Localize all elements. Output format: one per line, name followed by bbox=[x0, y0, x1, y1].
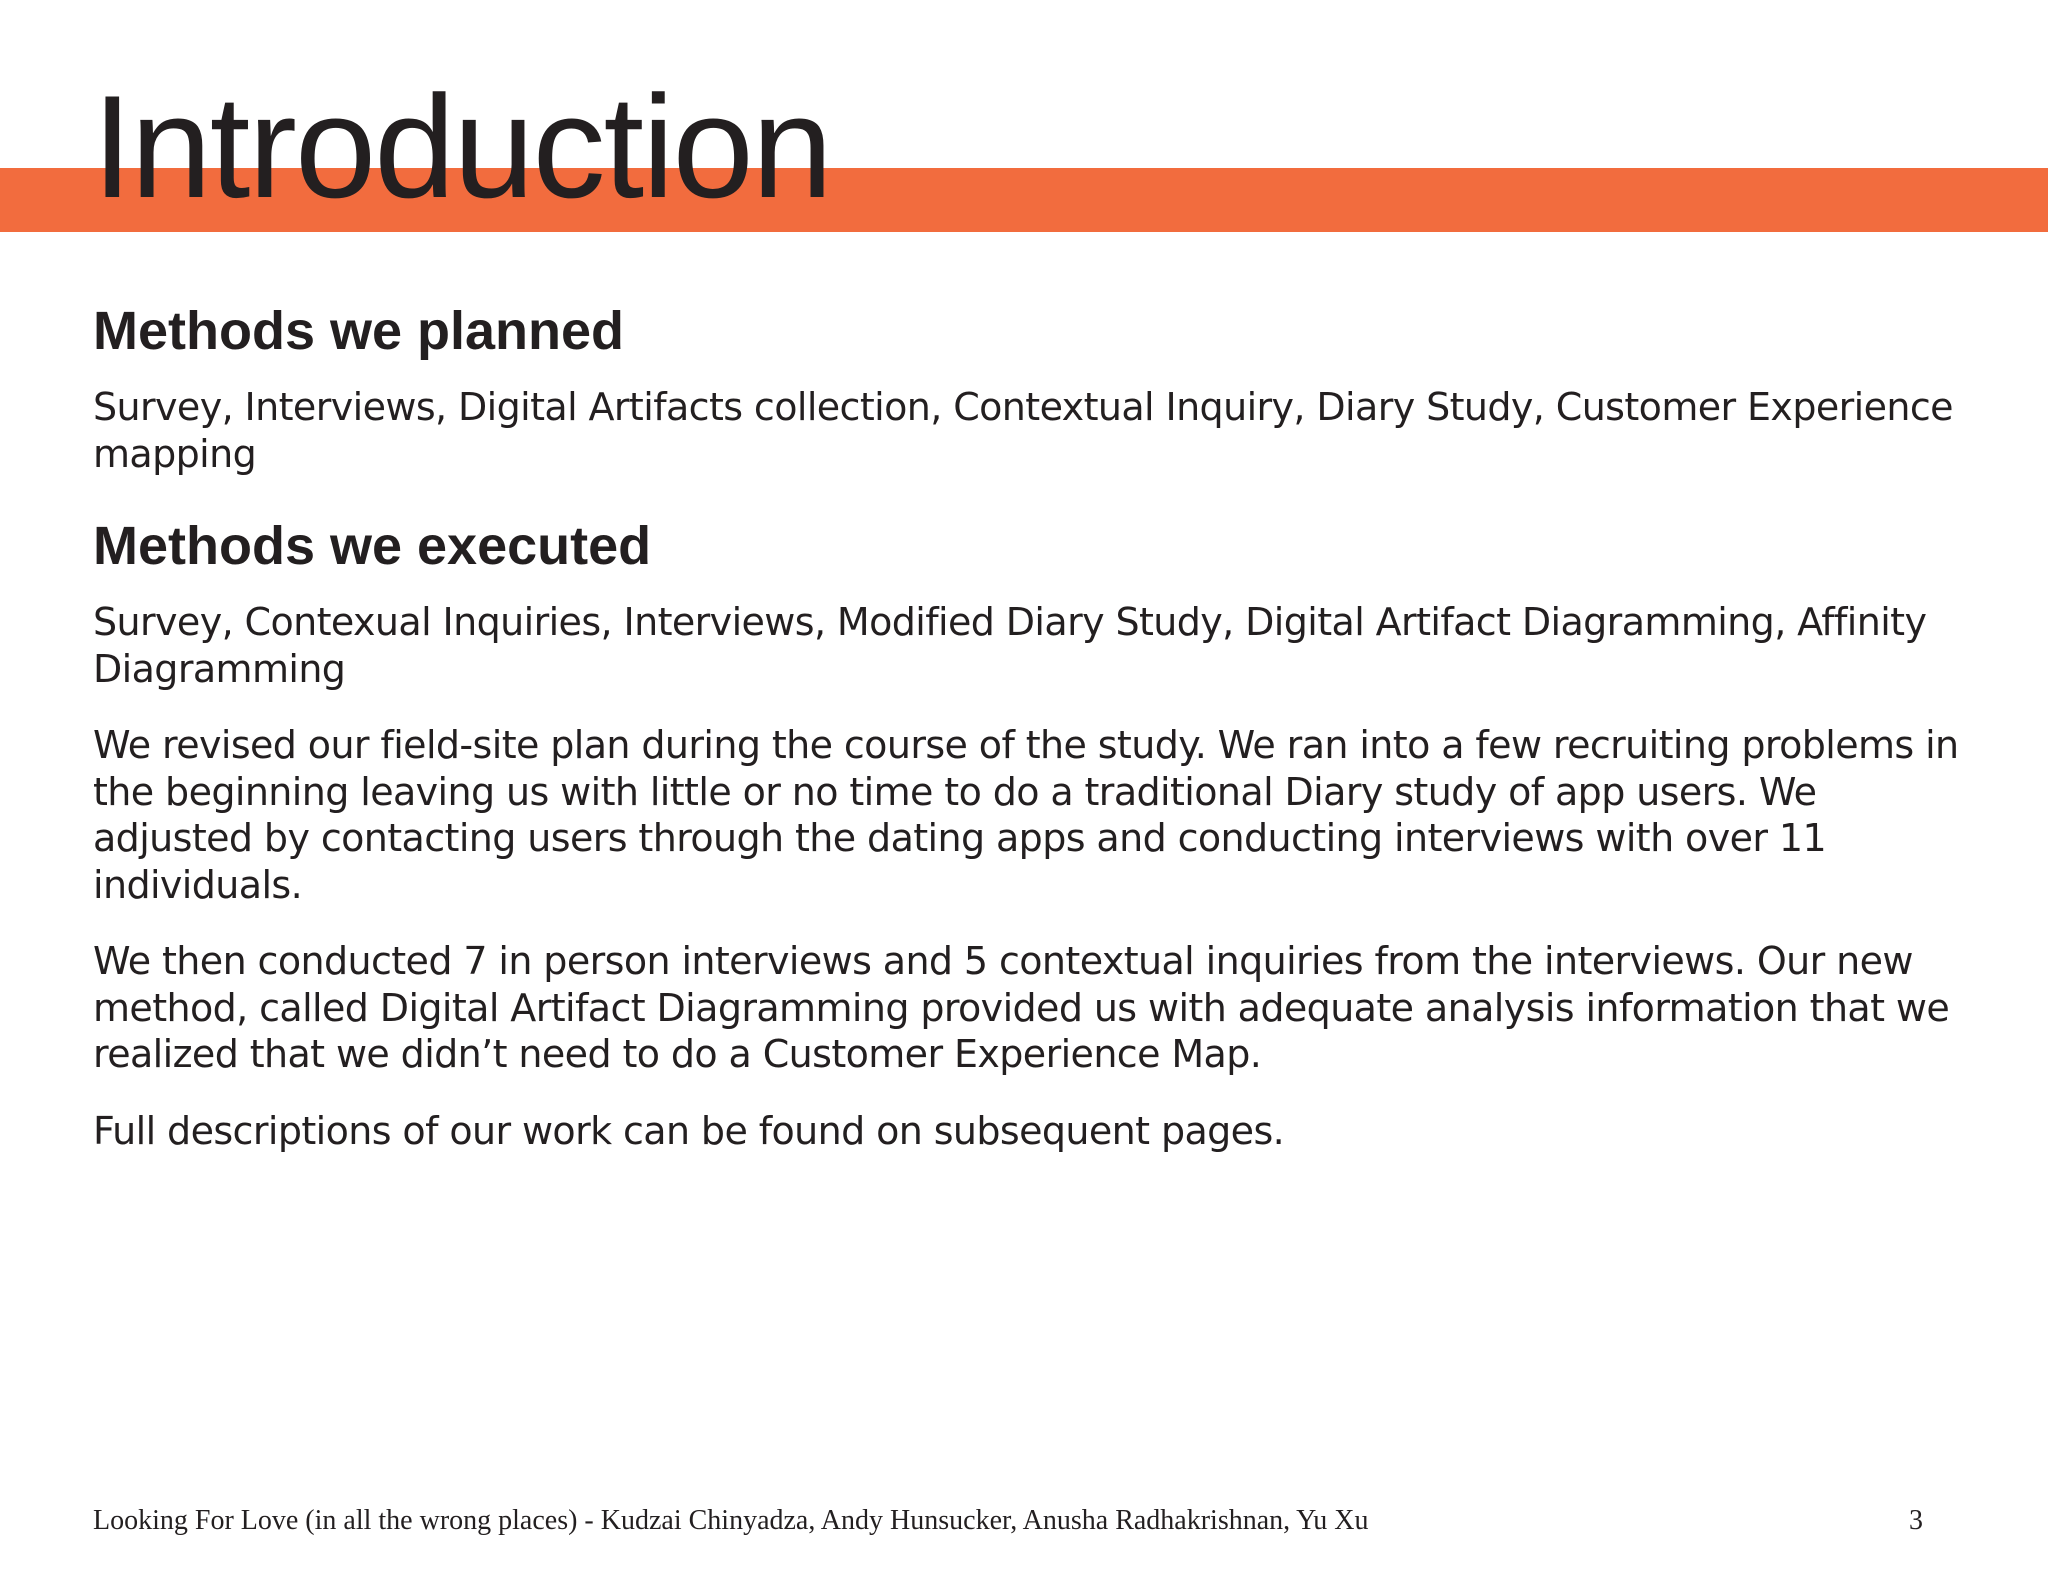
footer-credit: Looking For Love (in all the wrong places) - Kudzai Chinyadza, Andy Hunsucker, Anusha Radhakrishnan, Yu Xu bbox=[93, 1505, 1369, 1536]
paragraph-methods-planned: Survey, Interviews, Digital Artifacts collection, Contextual Inquiry, Diary Study, Customer Experience mapping bbox=[93, 385, 1953, 476]
slide-content bbox=[93, 298, 1973, 1154]
heading-methods-executed: Methods we executed bbox=[93, 516, 652, 576]
paragraph-interviews-conducted: We then conducted 7 in person interviews and 5 contextual inquiries from the interviews. Our new method, called Digital Artifact Diagramming provided us with adequate analysis information that we realized that we didn’t need to do a Customer Experience Map. bbox=[93, 939, 1950, 1076]
heading-methods-planned: Methods we planned bbox=[93, 301, 625, 361]
paragraph-methods-executed: Survey, Contexual Inquiries, Interviews, Modified Diary Study, Digital Artifact Diagramming, Affinity Diagramming bbox=[93, 600, 1927, 691]
paragraph-full-descriptions: Full descriptions of our work can be found on subsequent pages. bbox=[93, 1108, 1285, 1153]
paragraph-revised-plan: We revised our field-site plan during the course of the study. We ran into a few recruiting problems in the beginning leaving us with little or no time to do a traditional Diary study of app users. We adjusted by contacting users through the dating apps and conducting interviews with over 11 individuals. bbox=[93, 723, 1959, 907]
page-number: 3 bbox=[1909, 1505, 1923, 1536]
page-title: Introduction bbox=[92, 65, 831, 228]
